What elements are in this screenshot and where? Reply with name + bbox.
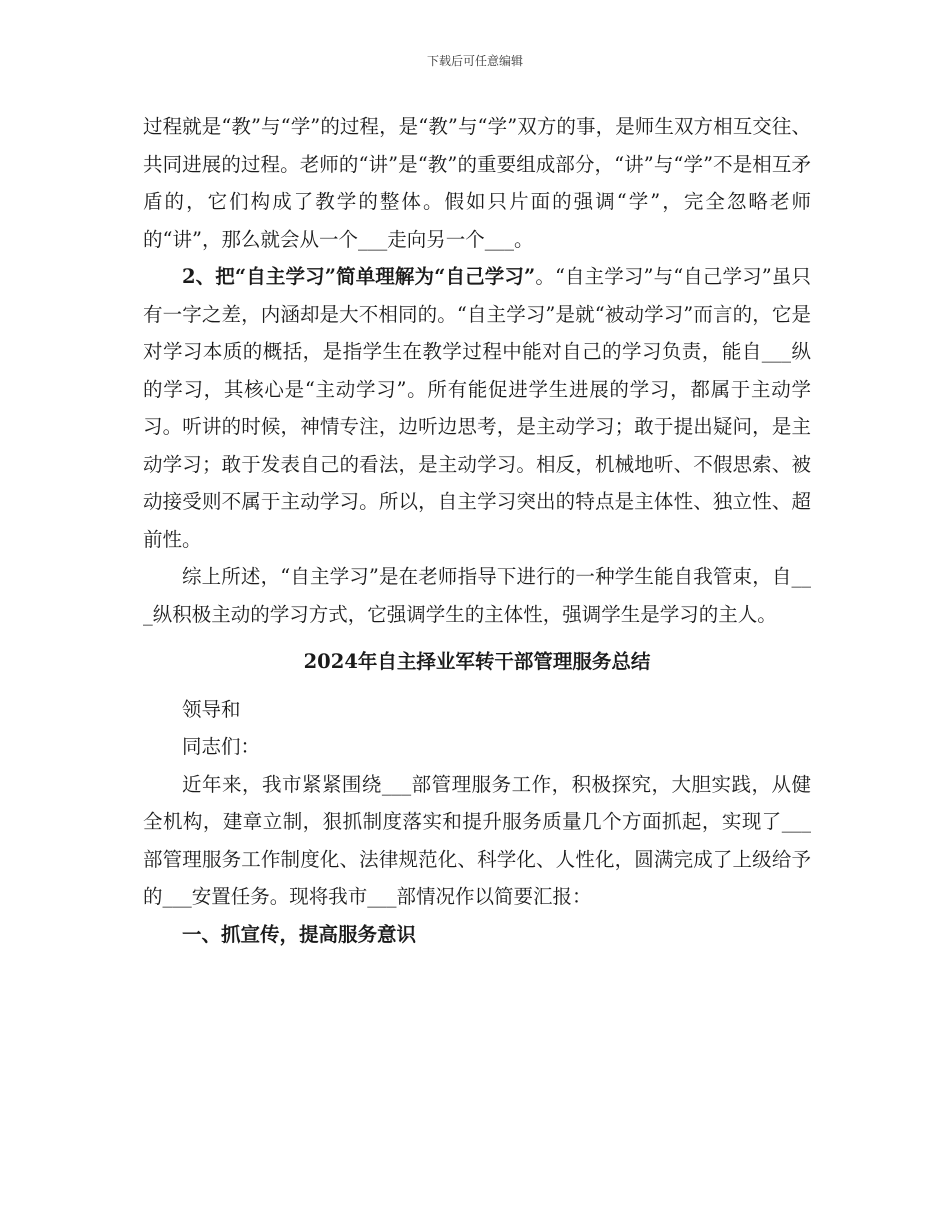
paragraph-summary: 综上所述，“自主学习”是在老师指导下进行的一种学生能自我管束，自___纵积极主动的学习方式，它强调学生的主体性，强调学生是学习的主人。 (143, 565, 811, 626)
section-heading-1: 一、抓宣传，提高服务意识 (182, 922, 417, 946)
salutation-comrades: 同志们： (182, 735, 261, 758)
document-title: 2024年自主择业军转干部管理服务总结 (303, 650, 651, 673)
paragraph-teaching-process: 过程就是“教”与“学”的过程，是“教”与“学”双方的事，是师生双方相互交往、共同进展的过程。老师的“讲”是“教”的重要组成部分，“讲”与“学”不是相互矛盾的，它们构成了教学的整体。假如只片面的强调“学”，完全忽略老师的“讲”，那么就会从一个___走向另一个___。 (143, 115, 811, 251)
page-header: 下载后可任意编辑 (426, 54, 523, 68)
paragraph-intro: 近年来，我市紧紧围绕___部管理服务工作，积极探究，大胆实践，从健全机构，建章立制，狠抓制度落实和提升服务质量几个方面抓起，实现了___部管理服务工作制度化、法律规范化、科学化、人性化，圆满完成了上级给予的___安置任务。现将我市___部情况作以简要汇报： (143, 772, 811, 908)
document-body (143, 108, 811, 953)
point-2-heading: 2、把“自主学习”简单理解为“自己学习” (182, 265, 536, 288)
salutation-leaders: 领导和 (182, 697, 241, 721)
point-2-text: 。“自主学习”与“自己学习”虽只有一字之差，内涵却是大不相同的。“自主学习”是就“被动学习”而言的，它是对学习本质的概括，是指学生在教学过程中能对自己的学习负责，能自___纵的学习，其核心是“主动学习”。所有能促进学生进展的学习，都属于主动学习。听讲的时候，神情专注，边听边思考，是主动学习；敢于提出疑问，是主动学习；敢于发表自己的看法，是主动学习。相反，机械地听、不假思索、被动接受则不属于主动学习。所以，自主学习突出的特点是主体性、独立性、超前性。 (143, 265, 811, 551)
paragraph-point-2 (143, 258, 811, 558)
